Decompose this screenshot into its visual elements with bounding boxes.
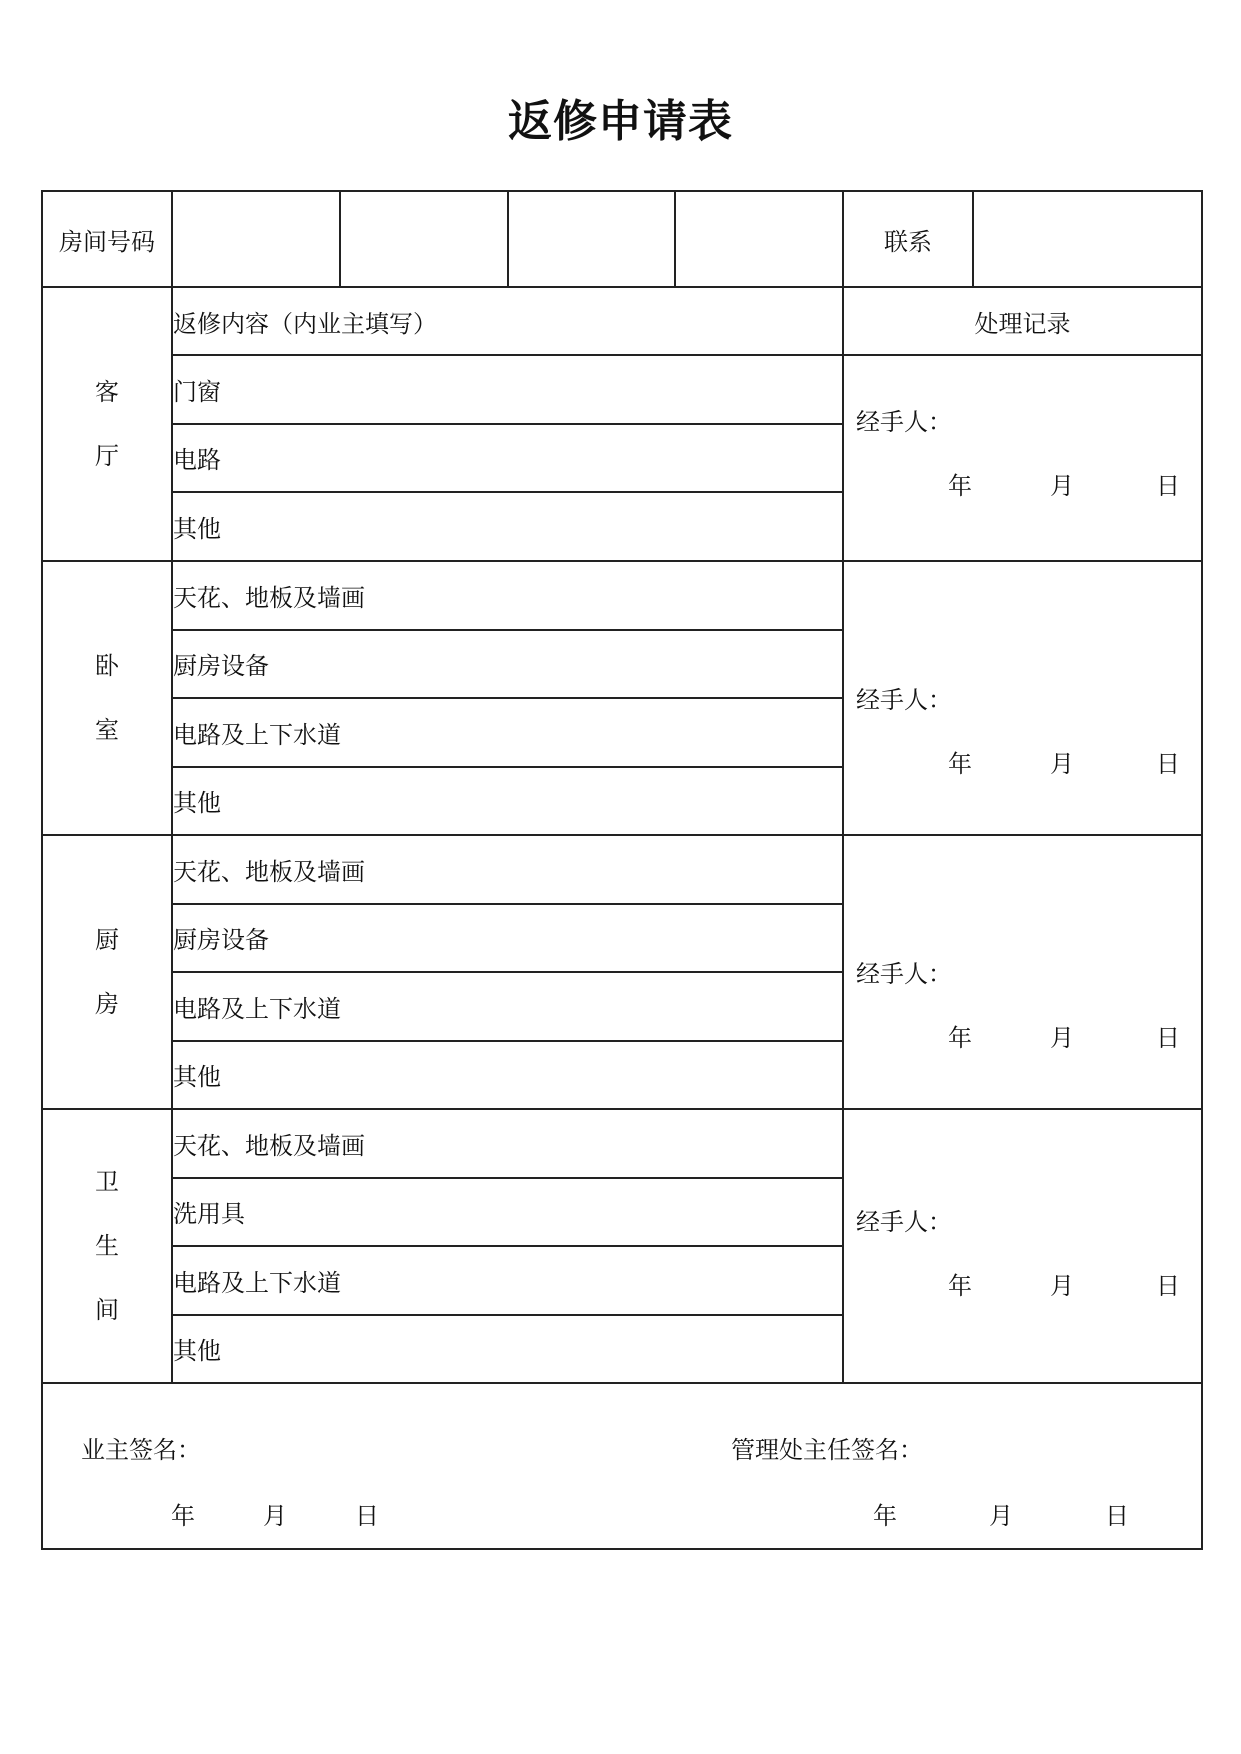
room-char: 厨: [95, 926, 119, 954]
record-cell-kitchen[interactable]: [843, 835, 1202, 1109]
repair-item[interactable]: 门窗: [172, 355, 843, 424]
room-char: 生: [95, 1232, 119, 1260]
repair-item[interactable]: 天花、地板及墙画: [172, 561, 843, 630]
repair-item[interactable]: 电路及上下水道: [172, 972, 843, 1041]
repair-item[interactable]: 洗用具: [172, 1178, 843, 1247]
room-char: 客: [95, 378, 119, 406]
room-number-field-4[interactable]: [675, 191, 843, 287]
owner-signature-label: 业主签名：: [81, 1436, 201, 1464]
room-char: 卫: [95, 1168, 119, 1196]
month-label: 月: [1050, 1272, 1074, 1300]
month-label: 月: [1050, 750, 1074, 778]
year-label: 年: [948, 472, 972, 500]
repair-item[interactable]: 其他: [172, 1041, 843, 1110]
owner-day-label: 日: [355, 1502, 379, 1530]
manager-day-label: 日: [1105, 1502, 1129, 1530]
repair-item[interactable]: 其他: [172, 492, 843, 561]
manager-year-label: 年: [873, 1502, 897, 1530]
year-label: 年: [948, 750, 972, 778]
repair-item[interactable]: 电路: [172, 424, 843, 493]
contact-field[interactable]: [973, 191, 1202, 287]
day-label: 日: [1156, 750, 1180, 778]
room-number-field-2[interactable]: [340, 191, 508, 287]
repair-item[interactable]: 厨房设备: [172, 904, 843, 973]
room-number-field-3[interactable]: [508, 191, 675, 287]
repair-item[interactable]: 天花、地板及墙画: [172, 835, 843, 904]
room-number-field-1[interactable]: [172, 191, 340, 287]
repair-item[interactable]: 其他: [172, 1315, 843, 1384]
room-char: 室: [95, 716, 119, 744]
record-cell-bathroom[interactable]: [843, 1109, 1202, 1383]
form-title: 返修申请表: [508, 96, 733, 147]
manager-month-label: 月: [989, 1502, 1013, 1530]
repair-content-header: 返修内容（内业主填写）: [172, 287, 843, 355]
repair-item[interactable]: 天花、地板及墙画: [172, 1109, 843, 1178]
room-char: 厅: [95, 442, 119, 470]
handler-label: 经手人：: [856, 686, 952, 714]
contact-label: 联系: [843, 191, 973, 287]
record-cell-living[interactable]: [843, 355, 1202, 561]
record-cell-bedroom[interactable]: [843, 561, 1202, 835]
room-number-label: 房间号码: [42, 191, 172, 287]
room-label-kitchen: [42, 835, 172, 1109]
month-label: 月: [1050, 1024, 1074, 1052]
repair-item[interactable]: 电路及上下水道: [172, 698, 843, 767]
room-label-living: [42, 287, 172, 561]
repair-form-table: [41, 190, 1203, 1550]
manager-signature-label: 管理处主任签名：: [731, 1436, 923, 1464]
repair-item[interactable]: 电路及上下水道: [172, 1246, 843, 1315]
day-label: 日: [1156, 472, 1180, 500]
year-label: 年: [948, 1272, 972, 1300]
room-char: 卧: [95, 652, 119, 680]
handler-label: 经手人：: [856, 1208, 952, 1236]
handler-label: 经手人：: [856, 408, 952, 436]
repair-item[interactable]: 其他: [172, 767, 843, 836]
handler-label: 经手人：: [856, 960, 952, 988]
room-label-bedroom: [42, 561, 172, 835]
month-label: 月: [1050, 472, 1074, 500]
room-char: 房: [95, 990, 119, 1018]
record-header: 处理记录: [843, 287, 1202, 355]
year-label: 年: [948, 1024, 972, 1052]
signature-area[interactable]: [42, 1383, 1202, 1549]
repair-item[interactable]: 厨房设备: [172, 630, 843, 699]
day-label: 日: [1156, 1272, 1180, 1300]
owner-month-label: 月: [263, 1502, 287, 1530]
room-label-bathroom: [42, 1109, 172, 1383]
owner-year-label: 年: [171, 1502, 195, 1530]
day-label: 日: [1156, 1024, 1180, 1052]
room-char: 间: [95, 1296, 119, 1324]
